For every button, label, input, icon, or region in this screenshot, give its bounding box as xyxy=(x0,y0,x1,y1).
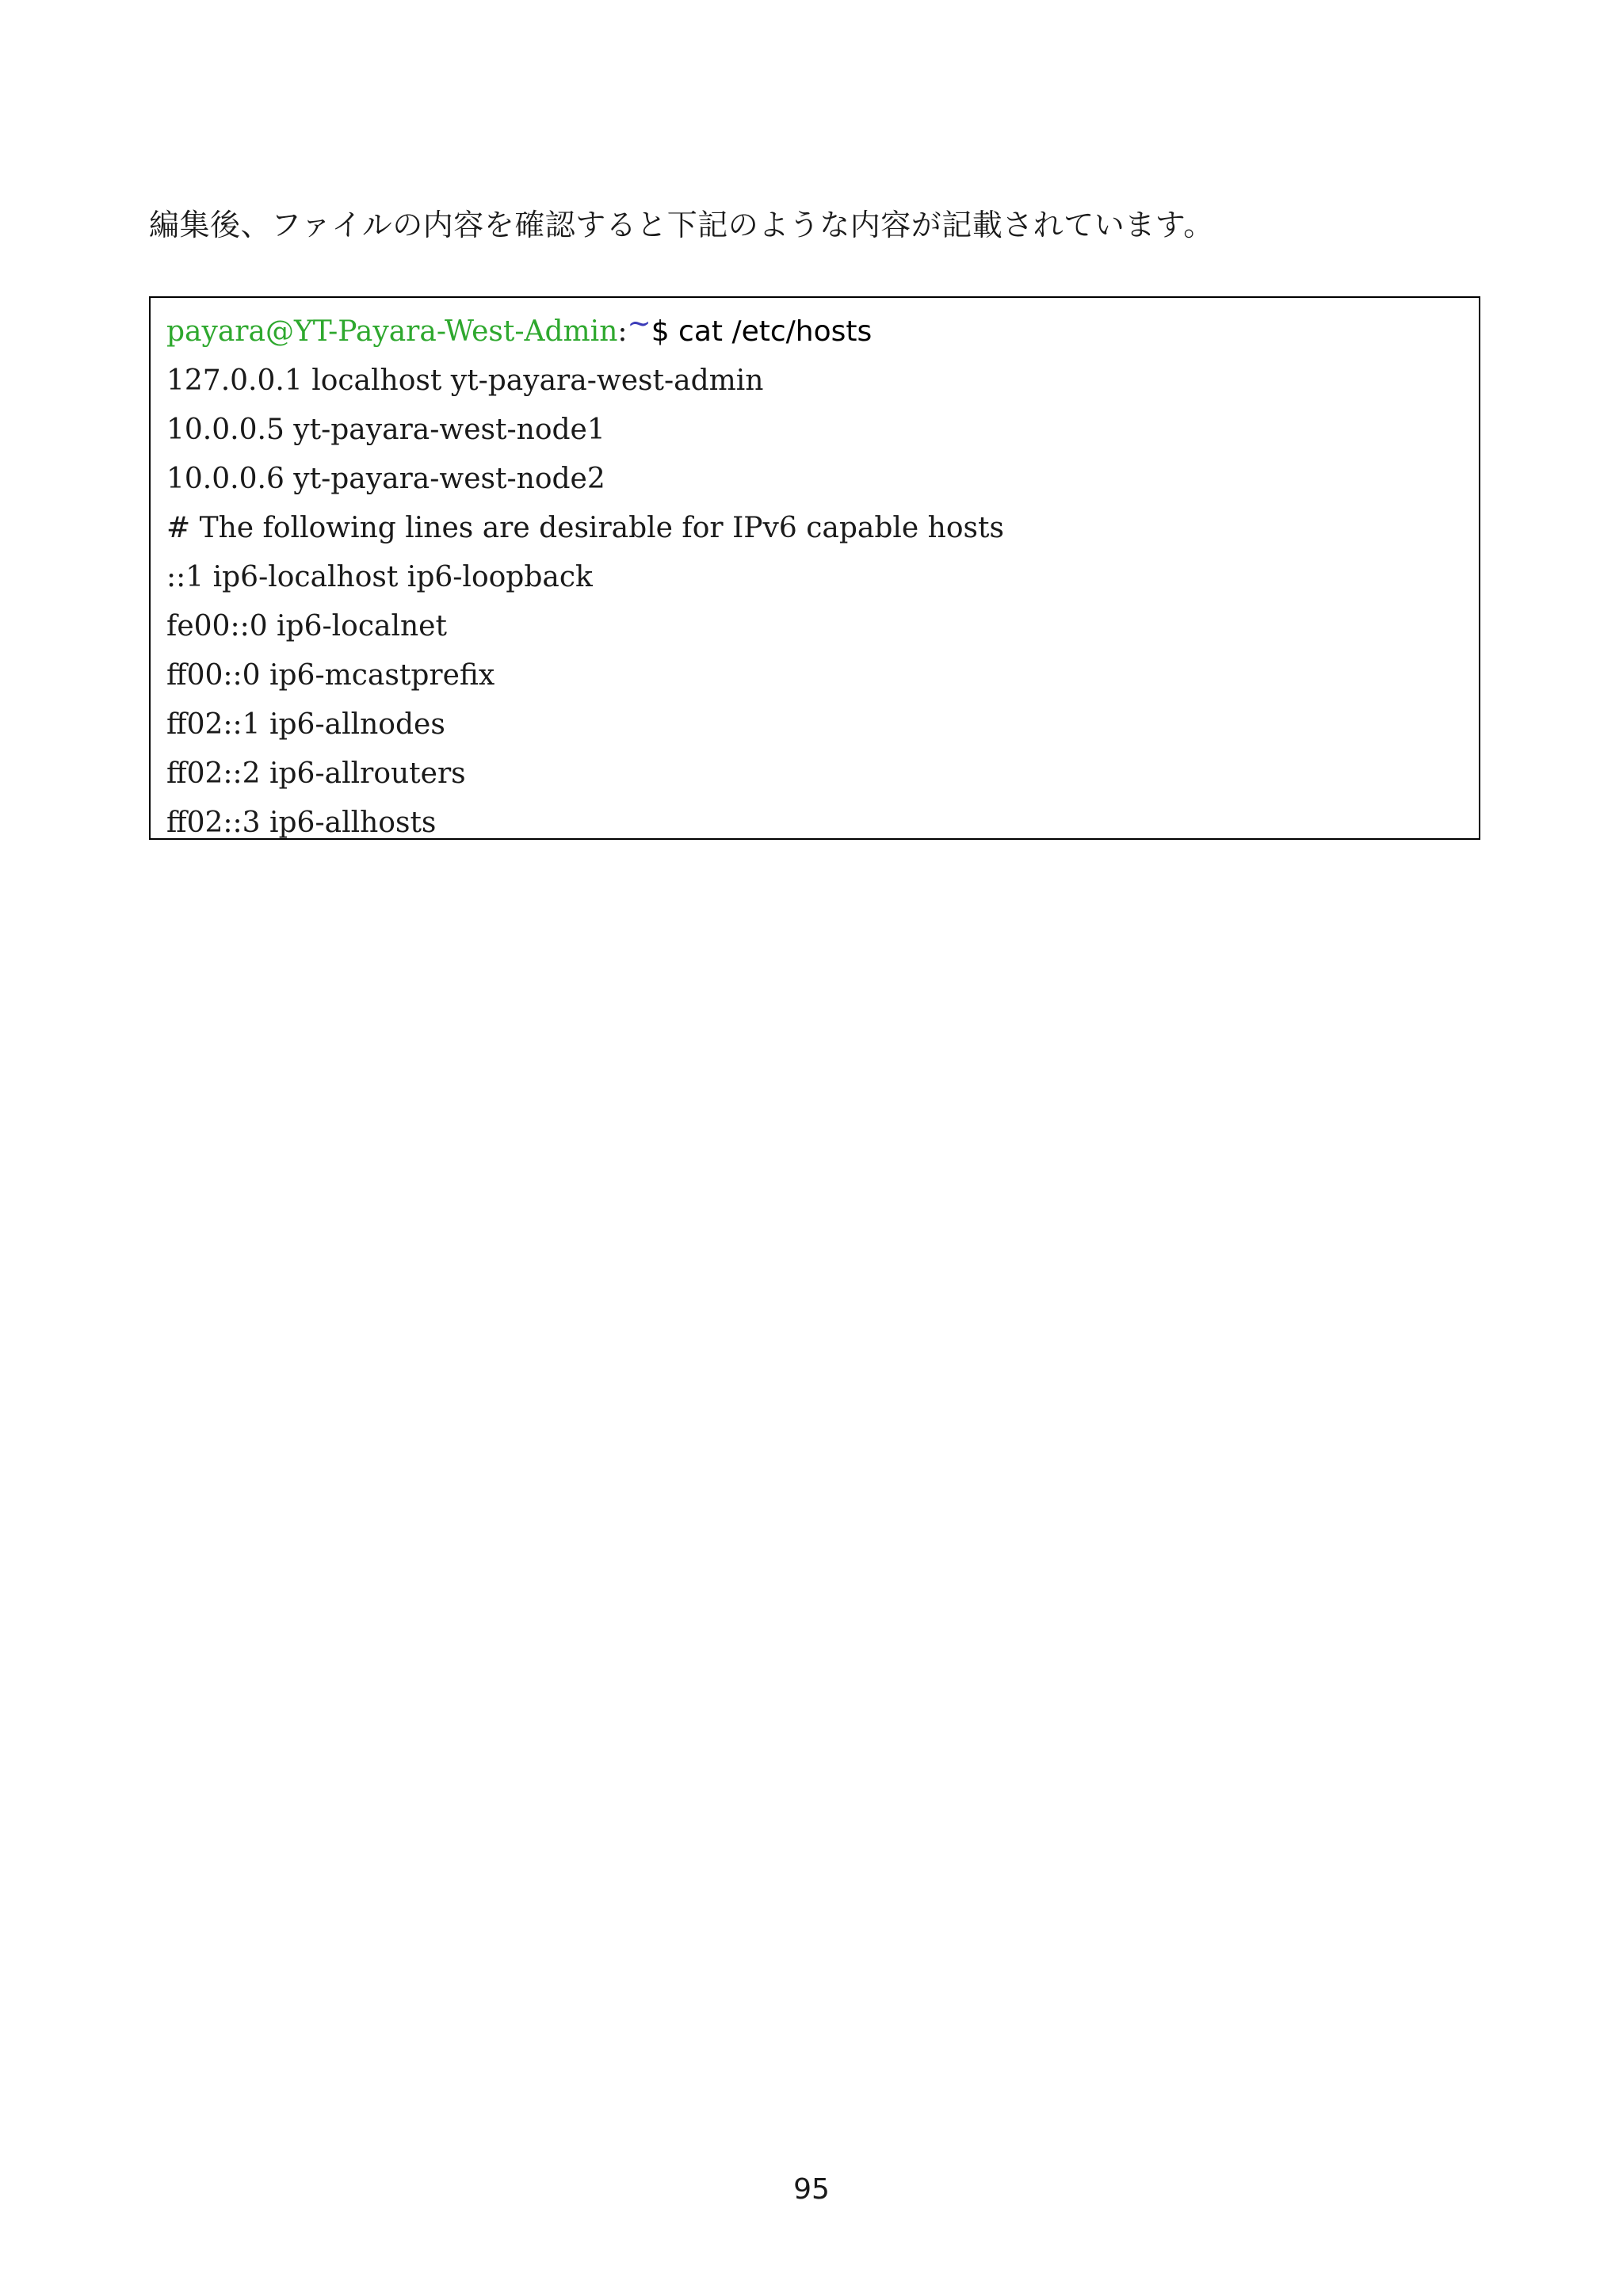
terminal-output-box xyxy=(149,296,1480,840)
intro-paragraph: 編集後、ファイルの内容を確認すると下記のような内容が記載されています。 xyxy=(149,208,1214,242)
hosts-line: 10.0.0.5 yt-payara-west-node1 xyxy=(166,414,605,446)
hosts-line: ::1 ip6-localhost ip6-loopback xyxy=(166,561,593,593)
page-number: 95 xyxy=(793,2173,830,2206)
hosts-line: ff00::0 ip6-mcastprefix xyxy=(166,659,495,692)
prompt-command: $ cat /etc/hosts xyxy=(651,315,873,348)
prompt-user-host: payara@YT-Payara-West-Admin xyxy=(166,315,618,348)
hosts-line: 10.0.0.6 yt-payara-west-node2 xyxy=(166,463,605,495)
hosts-comment-line: # The following lines are desirable for IPv6 capable hosts xyxy=(166,512,1004,544)
prompt-colon: : xyxy=(617,315,628,348)
terminal-prompt-line xyxy=(166,307,1479,357)
hosts-line: 127.0.0.1 localhost yt-payara-west-admin xyxy=(166,364,764,397)
hosts-line: ff02::3 ip6-allhosts xyxy=(166,807,437,839)
hosts-line: fe00::0 ip6-localnet xyxy=(166,610,447,643)
prompt-tilde: ~ xyxy=(627,307,651,340)
hosts-line: ff02::1 ip6-allnodes xyxy=(166,708,445,741)
hosts-line: ff02::2 ip6-allrouters xyxy=(166,757,466,790)
